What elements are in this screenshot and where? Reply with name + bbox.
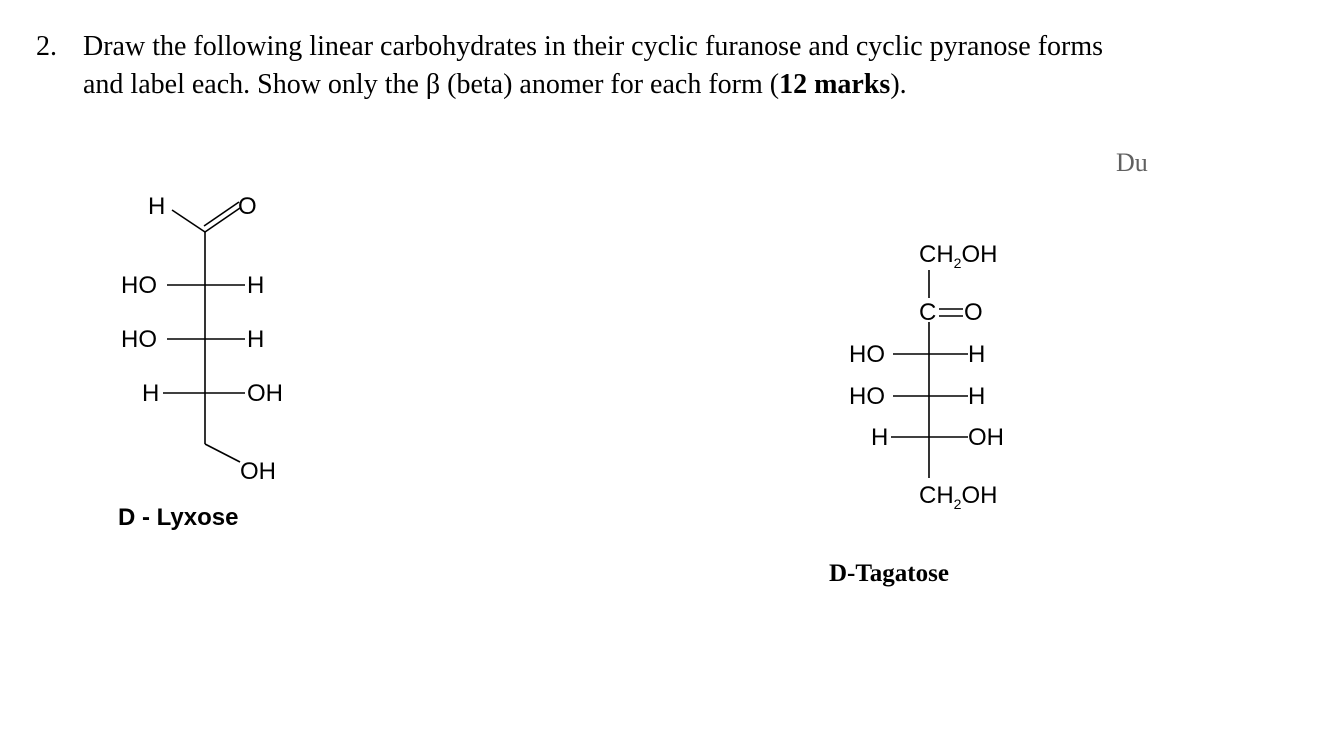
lyxose-aldehyde-o: O bbox=[238, 193, 257, 220]
lyxose-row1-right: H bbox=[247, 272, 265, 299]
question-line-2-prefix: and label each. Show only the β (beta) anomer for each form ( bbox=[83, 69, 780, 100]
tagatose-row3-left: H bbox=[871, 424, 889, 451]
tagatose-bottom-ch: $CH_2OH$ bbox=[919, 482, 998, 512]
lyxose-structure bbox=[121, 193, 283, 485]
lyxose-ch-bond bbox=[172, 210, 205, 232]
question-number: 2. bbox=[36, 31, 57, 62]
lyxose-row3-right: OH bbox=[247, 380, 283, 407]
tagatose-top-ch: $CH_2OH$ bbox=[919, 241, 998, 271]
lyxose-row2-left: HO bbox=[121, 326, 157, 353]
lyxose-row2-right: H bbox=[247, 326, 265, 353]
tagatose-row3-right: OH bbox=[968, 424, 1004, 451]
tagatose-ketone-o: O bbox=[964, 299, 983, 326]
tagatose-structure bbox=[849, 241, 1004, 512]
tagatose-name: D-Tagatose bbox=[829, 560, 949, 587]
tagatose-row1-right: H bbox=[968, 341, 986, 368]
tagatose-ketone-c: C bbox=[919, 299, 937, 326]
lyxose-row1-left: HO bbox=[121, 272, 157, 299]
lyxose-row3-left: H bbox=[142, 380, 160, 407]
lyxose-terminal-oh: OH bbox=[240, 458, 276, 485]
lyxose-co-double-bond bbox=[204, 202, 239, 226]
corner-note: Du bbox=[1116, 148, 1148, 177]
tagatose-row1-left: HO bbox=[849, 341, 885, 368]
question-line-2-suffix: ). bbox=[890, 69, 907, 100]
question-marks: 12 marks bbox=[779, 69, 891, 100]
question-line-1: Draw the following linear carbohydrates in their cyclic furanose and cyclic pyranose forms bbox=[83, 31, 1104, 62]
tagatose-row2-right: H bbox=[968, 383, 986, 410]
lyxose-terminal-bond bbox=[205, 444, 240, 462]
tagatose-row2-left: HO bbox=[849, 383, 885, 410]
lyxose-co-bond bbox=[205, 208, 240, 232]
lyxose-aldehyde-h: H bbox=[148, 193, 166, 220]
lyxose-name: D - Lyxose bbox=[118, 504, 239, 531]
